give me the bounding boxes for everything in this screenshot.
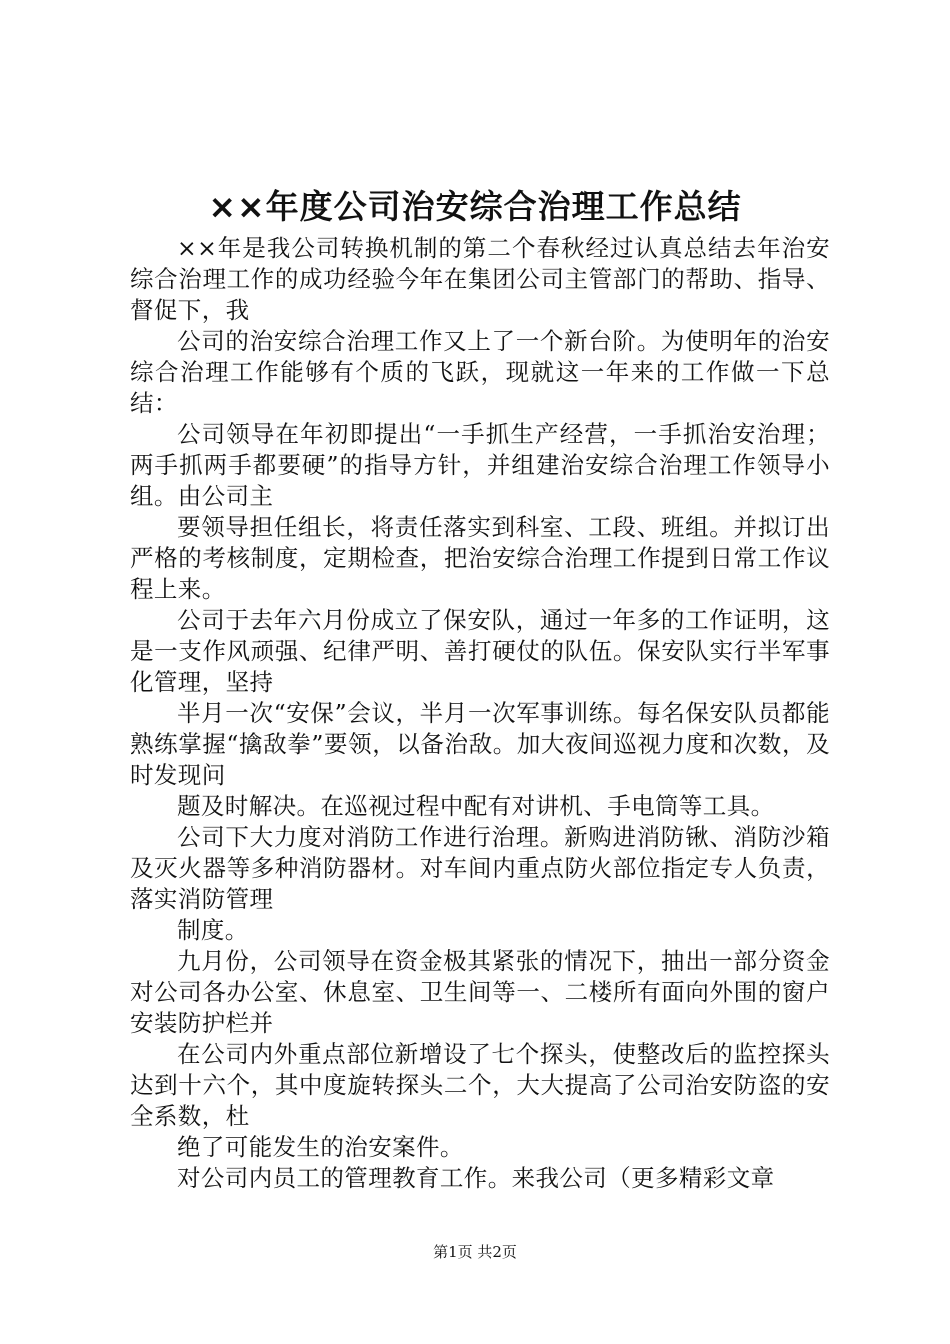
paragraph: 在公司内外重点部位新增设了七个探头，使整改后的监控探头达到十六个，其中度旋转探头二个，大大提高了公司治安防盗的安全系数，杜 xyxy=(130,1040,830,1130)
paragraph: 九月份，公司领导在资金极其紧张的情况下，抽出一部分资金对公司各办公室、休息室、卫生间等一、二楼所有面向外围的窗户安装防护栏并 xyxy=(130,947,830,1037)
paragraph: 公司于去年六月份成立了保安队，通过一年多的工作证明，这是一支作风顽强、纪律严明、善打硬仗的队伍。保安队实行半军事化管理，坚持 xyxy=(130,606,830,696)
paragraph: 要领导担任组长，将责任落实到科室、工段、班组。并拟订出严格的考核制度，定期检查，把治安综合治理工作提到日常工作议程上来。 xyxy=(130,513,830,603)
paragraph: 制度。 xyxy=(177,916,249,944)
page-footer: 第1页 共2页 xyxy=(433,1243,517,1261)
paragraph: 公司下大力度对消防工作进行治理。新购进消防锹、消防沙箱及灭火器等多种消防器材。对车间内重点防火部位指定专人负责，落实消防管理 xyxy=(130,823,830,913)
document-title: ××年度公司治安综合治理工作总结 xyxy=(208,187,742,226)
paragraph: 公司领导在年初即提出“一手抓生产经营，一手抓治安治理；两手抓两手都要硬”的指导方针，并组建治安综合治理工作领导小组。由公司主 xyxy=(130,420,830,510)
paragraph: ××年是我公司转换机制的第二个春秋经过认真总结去年治安综合治理工作的成功经验今年在集团公司主管部门的帮助、指导、督促下，我 xyxy=(130,234,830,324)
paragraph: 绝了可能发生的治安案件。 xyxy=(177,1133,464,1161)
paragraph: 半月一次“安保”会议，半月一次军事训练。每名保安队员都能熟练掌握“擒敌拳”要领，以备治敌。加大夜间巡视力度和次数，及时发现问 xyxy=(130,699,830,789)
paragraph: 公司的治安综合治理工作又上了一个新台阶。为使明年的治安综合治理工作能够有个质的飞跃，现就这一年来的工作做一下总结： xyxy=(130,327,830,417)
paragraph: 题及时解决。在巡视过程中配有对讲机、手电筒等工具。 xyxy=(177,792,775,820)
document-body xyxy=(130,233,830,1194)
paragraph: 对公司内员工的管理教育工作。来我公司（更多精彩文章 xyxy=(177,1164,775,1192)
